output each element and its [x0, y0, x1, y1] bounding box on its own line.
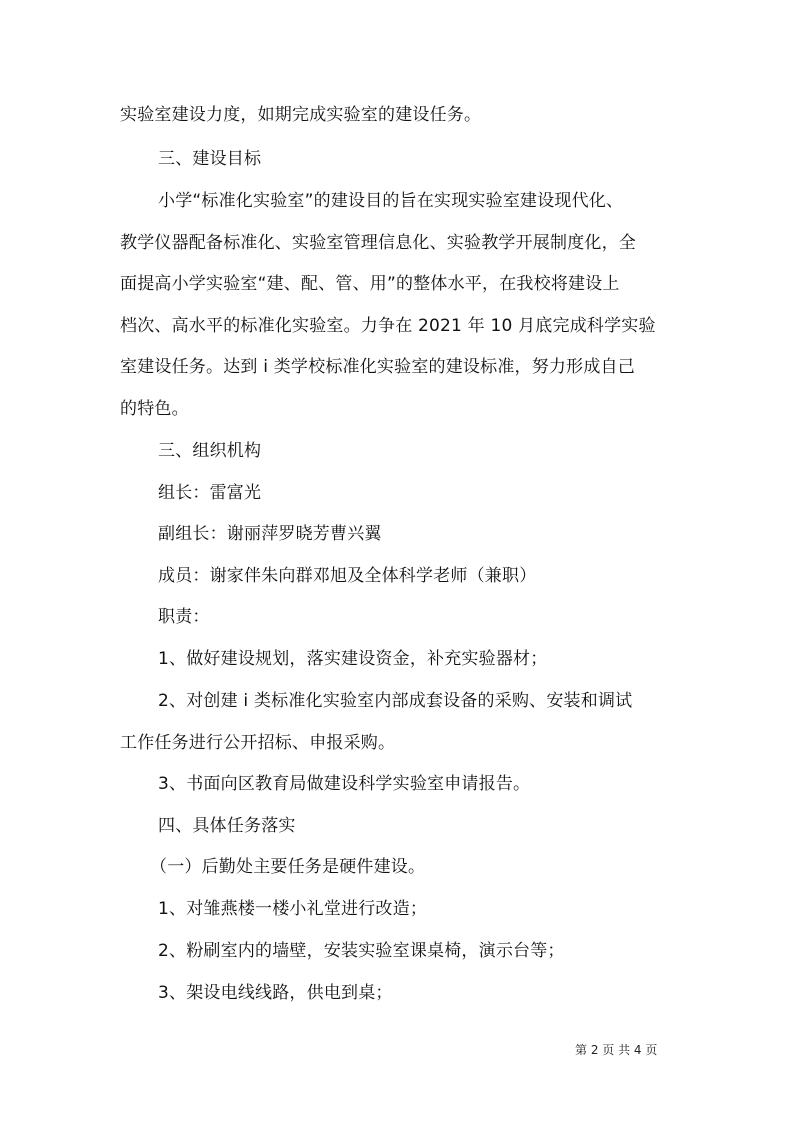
body-text-line: 教学仪器配备标准化、实验室管理信息化、实验教学开展制度化，全 [120, 233, 636, 253]
body-text-line: 的特色。 [120, 399, 189, 419]
body-text-line: 档次、高水平的标准化实验室。力争在 2021 年 10 月底完成科学实验 [120, 316, 656, 336]
body-text-line: 小学“标准化实验室”的建设目的旨在实现实验室建设现代化、 [158, 191, 624, 211]
body-text-line: 实验室建设力度，如期完成实验室的建设任务。 [120, 105, 482, 125]
subsection-heading: （一）后勤处主要任务是硬件建设。 [150, 857, 426, 877]
page-number-footer: 第 2 页 共 4 页 [575, 1043, 658, 1057]
list-item: 2、对创建 i 类标准化实验室内部成套设备的采购、安装和调试 [158, 691, 633, 711]
body-text-line: 成员：谢家伴朱向群邓旭及全体科学老师（兼职） [158, 566, 537, 586]
body-text-line: 职责： [158, 607, 210, 627]
body-text-line: 面提高小学实验室“建、配、管、用”的整体水平，在我校将建设上 [120, 274, 620, 294]
list-item: 3、架设电线线路，供电到桌； [158, 983, 393, 1003]
list-item: 2、粉刷室内的墙壁，安装实验室课桌椅，演示台等； [158, 941, 565, 961]
body-text-line: 室建设任务。达到 i 类学校标准化实验室的建设标准，努力形成自己 [120, 357, 635, 377]
body-text-line: 副组长：谢丽萍罗晓芳曹兴翼 [158, 524, 382, 544]
list-item: 1、对雏燕楼一楼小礼堂进行改造； [158, 899, 428, 919]
list-item: 1、做好建设规划，落实建设资金，补充实验器材； [158, 649, 548, 669]
body-text-line: 组长：雷富光 [158, 483, 262, 503]
section-heading: 三、建设目标 [158, 149, 262, 169]
section-heading: 三、组织机构 [158, 441, 262, 461]
body-text-line: 工作任务进行公开招标、申报采购。 [120, 733, 396, 753]
list-item: 3、书面向区教育局做建设科学实验室申请报告。 [158, 774, 531, 794]
section-heading: 四、具体任务落实 [158, 816, 296, 836]
